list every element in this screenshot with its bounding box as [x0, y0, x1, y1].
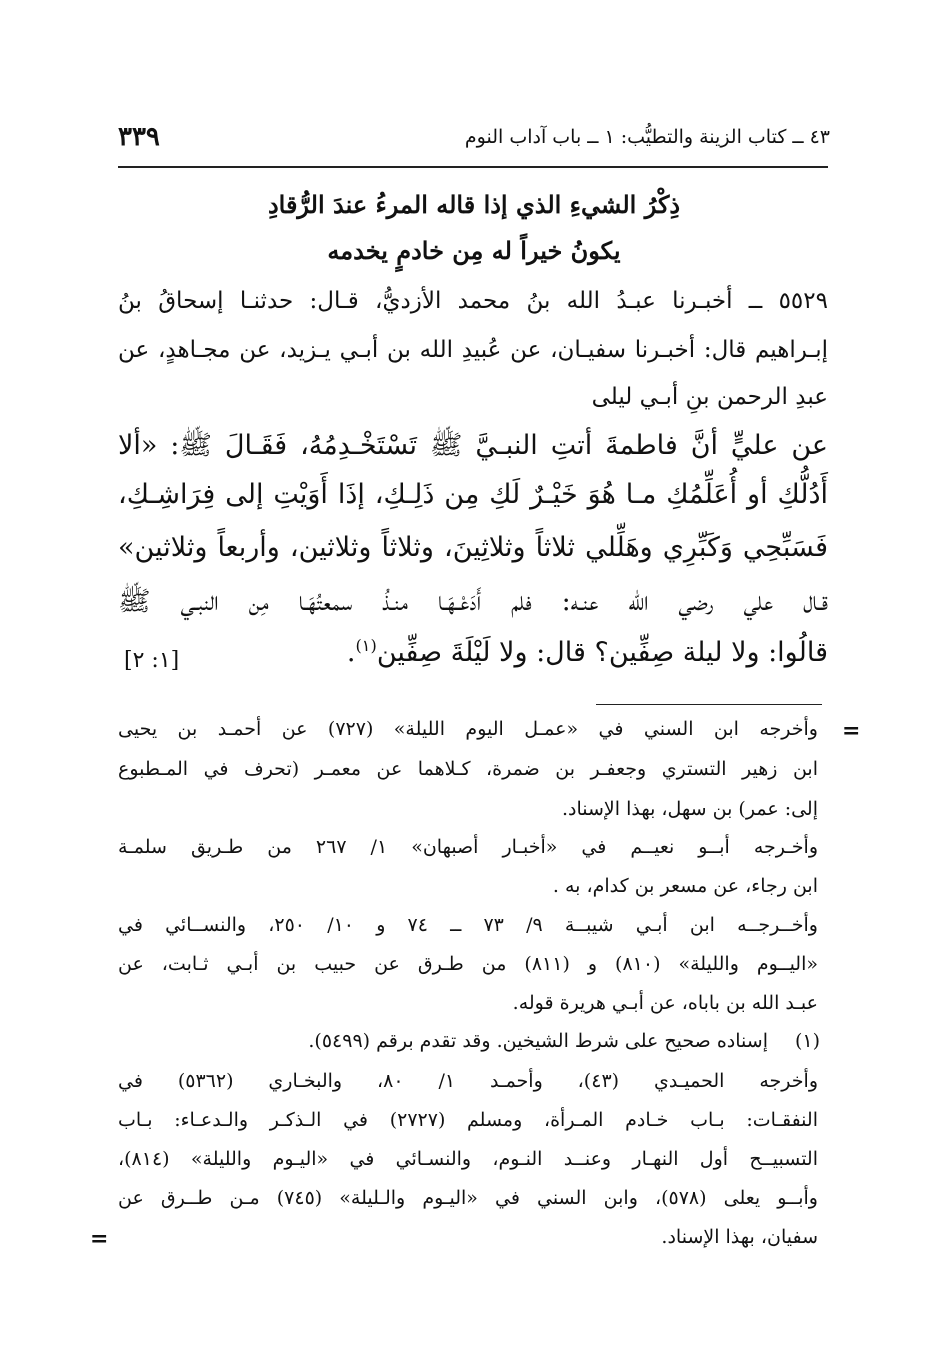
continuation-marker: = — [90, 1226, 109, 1252]
footnote-number: (١) — [794, 1030, 820, 1052]
footnote-line: وأبــو يعلى (٥٧٨)، وابن السني في «اليـوم والـليلة» (٧٤٥) مـن طــرق عن — [118, 1187, 818, 1209]
footnote-line: وأخرجه ابن السني في «عمـل اليوم الليلة» (٧٢٧) عن أحمـد بن يحيى — [118, 718, 818, 740]
section-title-line-2: يكونُ خيراً له مِن خادمٍ يخدمه — [327, 236, 621, 265]
footnote-line: إسناده صحيح على شرط الشيخين. وقد تقدم برقم (٥٤٩٩). — [308, 1030, 768, 1052]
footnote-line: «اليــوم والليلة» (٨١٠) و (٨١١) من طـرق عن حبيب بن أبـي ثـابت، عن — [118, 953, 818, 975]
footnote-marker: (١) — [355, 636, 377, 655]
footnote-divider — [596, 704, 822, 705]
hadith-line: عن عليٍّ أنَّ فاطمةَ أتتِ النبـيَّ ﷺ تَسْتَخْـدِمُهُ، فَقَـالَ ﷺ: «ألا — [118, 430, 828, 461]
footnote-line: التسبيــح أول النهـار وعنــد النـوم، والنسـائي في «اليـوم والليلة» (٨١٤)، — [118, 1148, 818, 1170]
isnad-line: إبـراهيم قال: أخبـرنا سفيـان، عن عُبيدِ الله بن أبـي يـزيد، عن مجـاهدٍ، عن — [118, 337, 828, 363]
footnote-line: عبـد الله بن باباه، عن أبـي هريرة قوله. — [512, 992, 818, 1014]
hadith-line: أَدُلُّكِ أو أُعَلِّمُكِ مـا هُوَ خَيْـرٌ لَكِ مِن ذَلِـكِ، إذَا أَوَيْتِ إلى فِرَاشِـكِ، — [118, 479, 828, 510]
footnote-line: ابن زهير التستري وجعفـر بن ضمرة، كـلاهما عن معمـر (تحرف في المـطبوع — [118, 758, 818, 780]
footnote-line: إلى: عمر) بن سهل، بهذا الإسناد. — [561, 798, 818, 820]
footnote-line: ابن رجاء، عن مسعر بن كدام، به . — [552, 875, 818, 897]
footnote-line: وأخــرجــه ابن أبـي شيبــة ٩/ ٧٣ ــ ٧٤ و ١٠/ ٢٥٠، والنســائي في — [118, 914, 818, 936]
isnad-line: ٥٥٢٩ ــ أخبـرنا عبـدُ الله بنُ محمد الأزديُّ، قـال: حدثنـا إسحاقُ بنُ — [118, 288, 828, 314]
running-title: ٤٣ ــ كتاب الزينة والتطيُّب: ١ ــ باب آداب النوم — [464, 126, 830, 148]
section-title-line-1: ذِكْرُ الشيءِ الذي إذا قاله المرءُ عندَ الرُّقادِ — [267, 190, 681, 219]
hadith-line: قـال علي رضي الله عنـه: فلم أَدَعْـهَـا منـذُ سمعتُهَـا مِن النبـي ﷺ — [118, 586, 828, 617]
page-number: ٣٣٩ — [118, 122, 160, 152]
footnote-line: وأخـرجه أبــو نعيــم في «أخبـار أصبهان» ١/ ٢٦٧ من طـريق سلمـة — [118, 836, 818, 858]
hadith-reference: [١: ٢] — [124, 648, 180, 673]
footnote-line: وأخرجه الحميـدي (٤٣)، وأحمـد ١/ ٨٠، والبخـاري (٥٣٦٢) في — [118, 1070, 818, 1092]
hadith-line: فَسَبِّحِي وَكَبِّرِي وهَلِّلي ثلاثاً وثلاثِينَ، وثلاثاً وثلاثين، وأربعاً وثلاثين» — [118, 532, 828, 563]
footnote-line: النفقـات: بـاب خـادم المـرأة، ومسلم (٢٧٢٧) في الـذكـر والـدعـاء: بـاب — [118, 1109, 818, 1131]
hadith-line: قالُوا: ولا ليلة صِفِّين؟ قال: ولا لَيْلَةَ صِفِّين$^{(١)}$. — [346, 636, 828, 668]
footnote-line: سفيان، بهذا الإسناد. — [661, 1226, 818, 1248]
header-divider — [118, 166, 828, 168]
continuation-marker: = — [842, 718, 861, 744]
isnad-line: عبدِ الرحمن بنِ أبـي ليلى — [591, 384, 828, 410]
